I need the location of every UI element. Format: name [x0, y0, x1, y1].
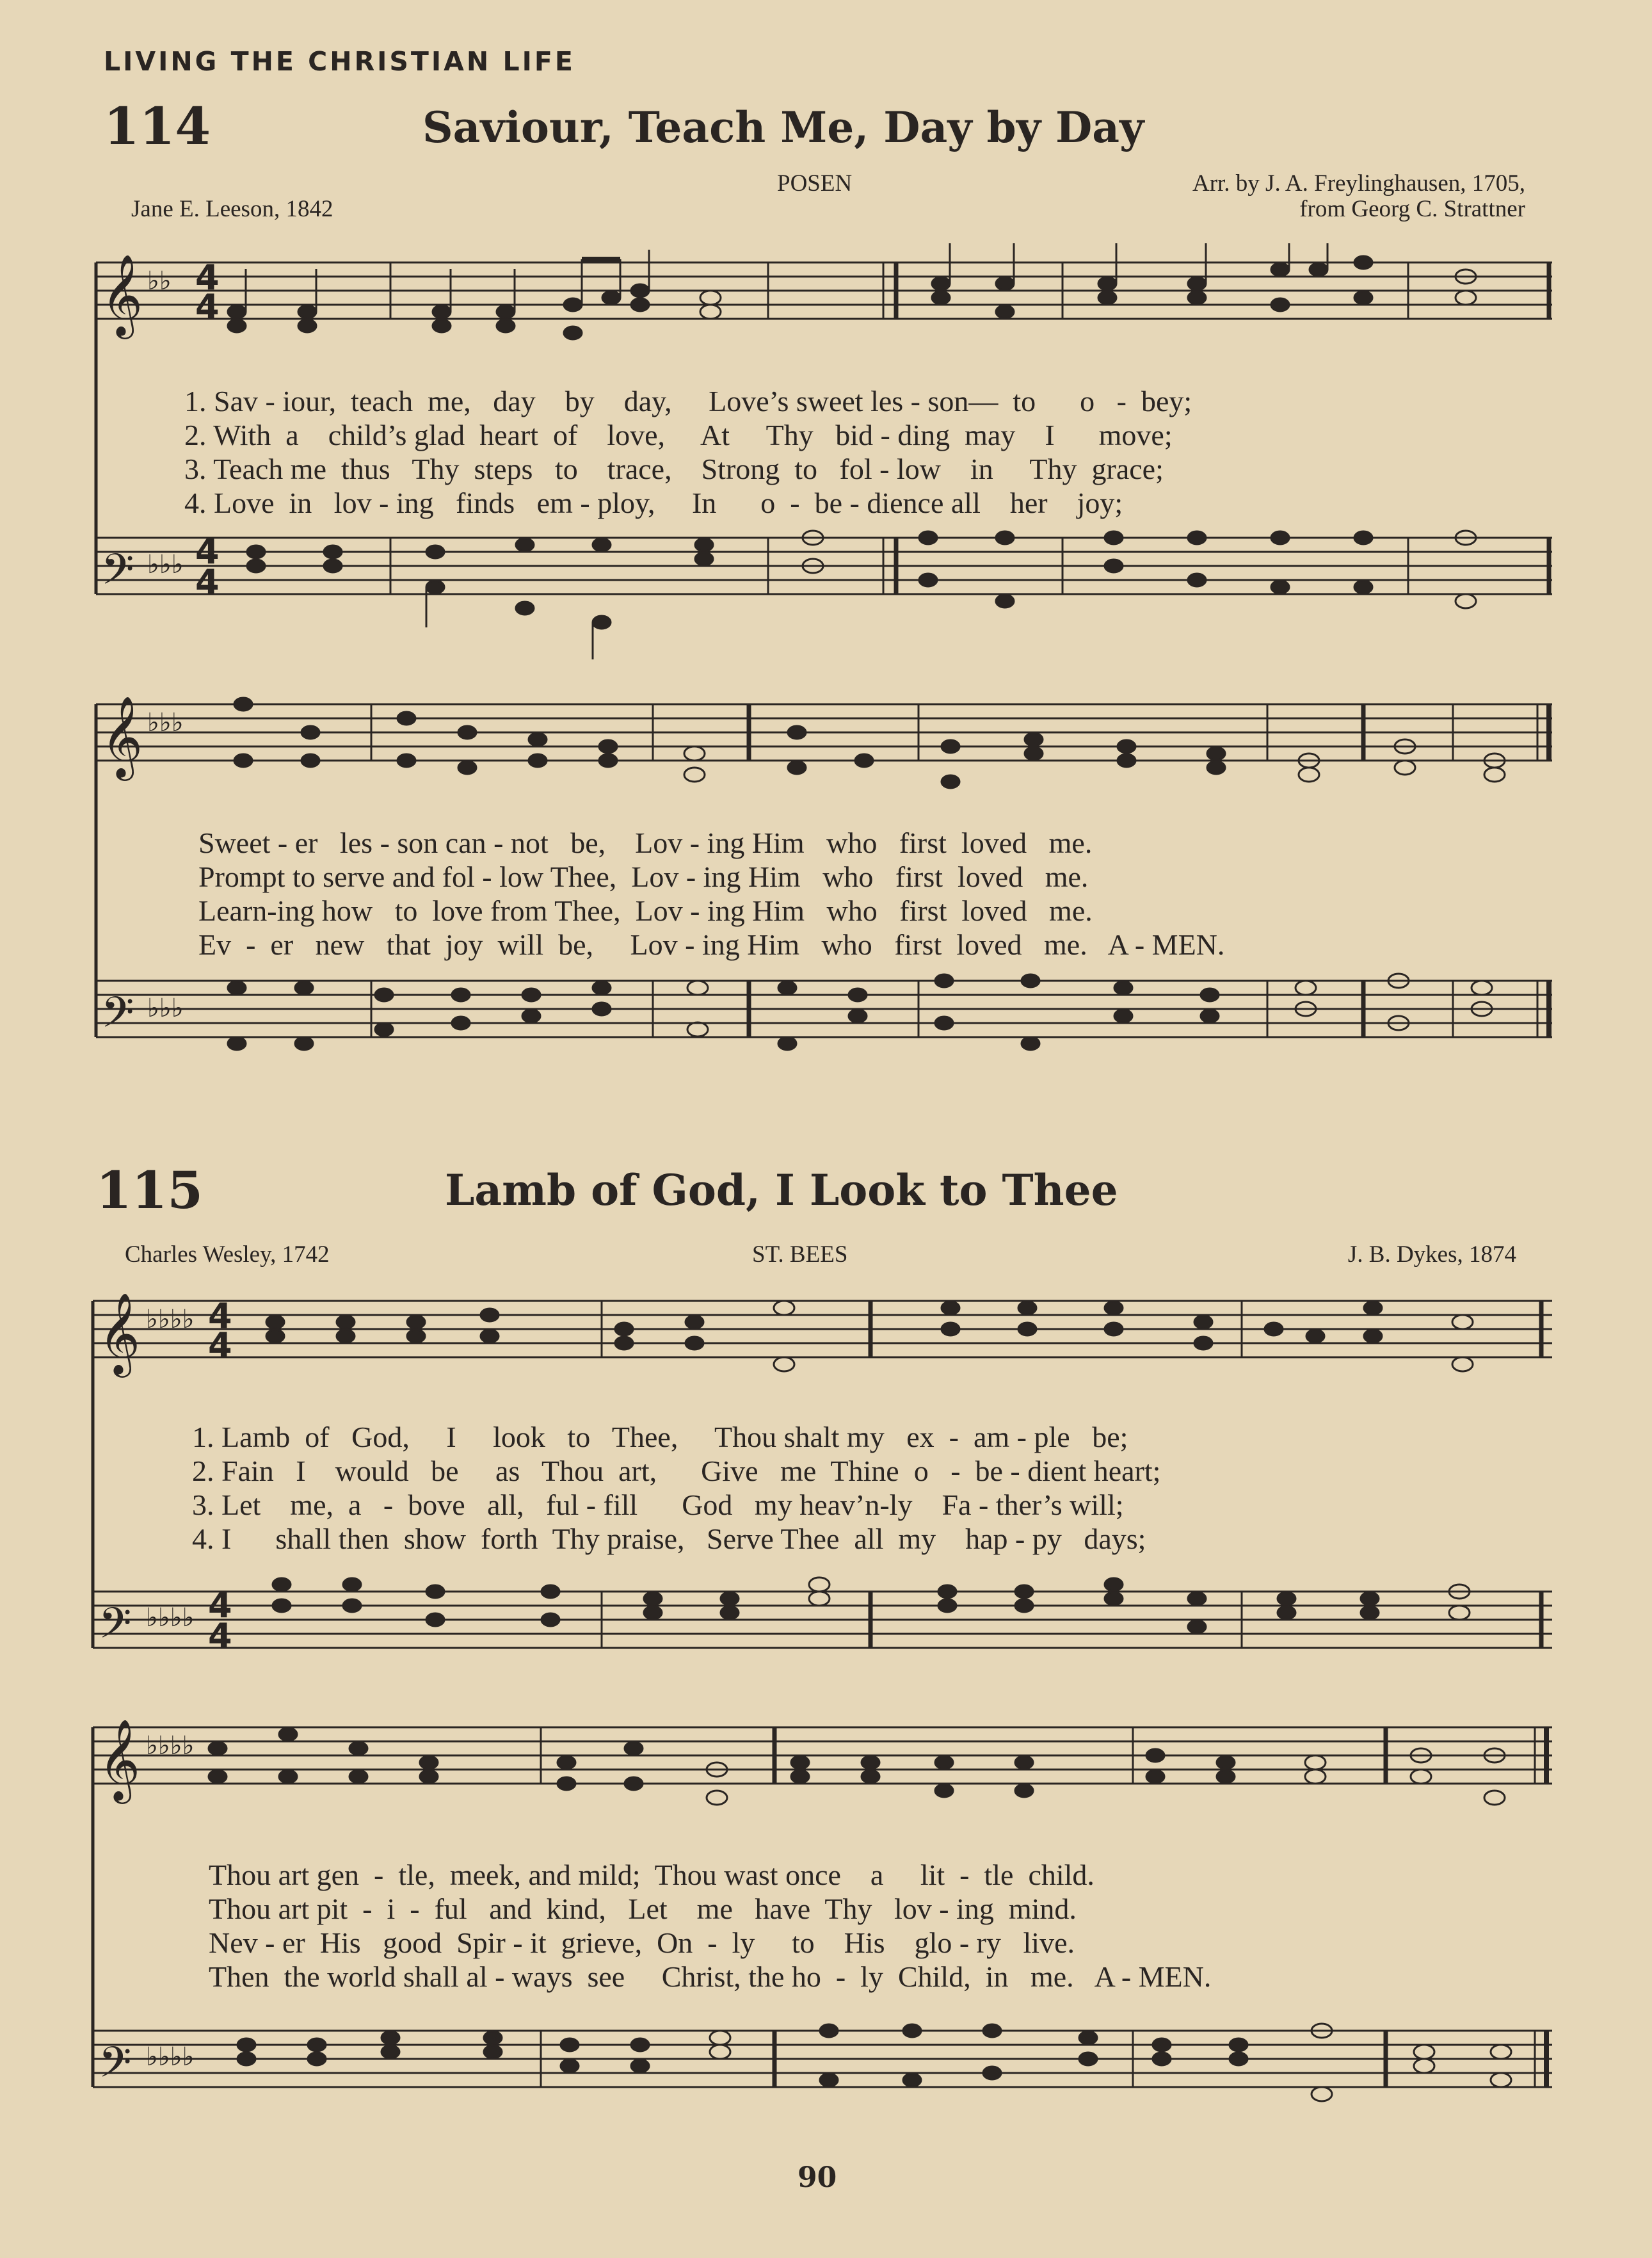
svg-text:4: 4: [208, 1325, 232, 1366]
svg-text:4: 4: [208, 1296, 232, 1336]
hymn-title: Lamb of God, I Look to Thee: [445, 1165, 1118, 1215]
lyric-verse-line: 1. Sav - iour, teach me, day by day, Love’s sweet les - son— to o - bey;: [184, 385, 1192, 417]
svg-text:𝄢: 𝄢: [99, 2038, 132, 2097]
svg-text:♭♭♭: ♭♭♭: [147, 708, 184, 738]
lyric-verse-line: 2. With a child’s glad heart of love, At Thy bid - ding may I move;: [184, 419, 1173, 451]
lyric-verse-line: 3. Teach me thus Thy steps to trace, Strong to fol - low in Thy grace;: [184, 453, 1164, 485]
lyric-verse-line: Thou art gen - tle, meek, and mild; Thou wast once a lit - tle child.: [209, 1859, 1095, 1891]
lyric-verse-line: Sweet - er les - son can - not be, Lov - ing Him who first loved me.: [198, 827, 1093, 859]
svg-text:♭♭♭: ♭♭♭: [147, 994, 184, 1023]
svg-text:𝄞: 𝄞: [99, 1718, 141, 1800]
svg-text:4: 4: [195, 257, 220, 298]
lyric-verse-line: 2. Fain I would be as Thou art, Give me Thine o - be - dient heart;: [192, 1455, 1161, 1487]
page-number: 90: [798, 2161, 837, 2194]
svg-text:4: 4: [195, 531, 220, 572]
lyric-verse-line: Then the world shall al - ways see Christ, the ho - ly Child, in me. A - MEN.: [209, 1960, 1212, 1993]
lyric-verse-line: 4. I shall then show forth Thy praise, Serve Thee all my hap - py days;: [192, 1522, 1146, 1555]
lyric-verse-line: Prompt to serve and fol - low Thee, Lov - ing Him who first loved me.: [198, 860, 1089, 893]
svg-text:𝄞: 𝄞: [101, 695, 143, 777]
author-credit: Charles Wesley, 1742: [125, 1241, 330, 1268]
svg-text:4: 4: [208, 1585, 232, 1625]
svg-text:4: 4: [195, 287, 220, 327]
lyric-verse-line: 1. Lamb of God, I look to Thee, Thou shalt my ex - am - ple be;: [192, 1421, 1128, 1453]
svg-text:𝄞: 𝄞: [99, 1292, 141, 1374]
svg-text:♭♭♭: ♭♭♭: [147, 550, 184, 579]
hymn-number: 115: [96, 1160, 203, 1220]
svg-text:♭♭♭♭: ♭♭♭♭: [146, 1603, 195, 1633]
author-credit: Jane E. Leeson, 1842: [131, 196, 333, 222]
svg-text:𝄢: 𝄢: [99, 1599, 132, 1658]
composer-credit: J. B. Dykes, 1874: [1347, 1241, 1516, 1268]
treble-clef-icon: 𝄞: [101, 254, 143, 335]
svg-text:♭♭♭♭: ♭♭♭♭: [146, 2042, 195, 2072]
hymn-title: Saviour, Teach Me, Day by Day: [422, 102, 1144, 152]
hymn-number: 114: [104, 96, 211, 156]
lyric-verse-line: 3. Let me, a - bove all, ful - fill God my heav’n-ly Fa - ther’s will;: [192, 1488, 1124, 1521]
svg-text:𝄢: 𝄢: [101, 988, 134, 1047]
tune-name: POSEN: [777, 170, 853, 197]
svg-text:♭♭♭♭: ♭♭♭♭: [146, 1731, 195, 1761]
svg-text:4: 4: [208, 1616, 232, 1656]
lyric-verse-line: 4. Love in lov - ing finds em - ploy, In o - be - dience all her joy;: [184, 487, 1123, 519]
tune-name: ST. BEES: [752, 1241, 848, 1268]
bass-clef-icon: 𝄢: [101, 545, 134, 604]
lyric-verse-line: Thou art pit - i - ful and kind, Let me have Thy lov - ing mind.: [209, 1892, 1077, 1925]
svg-text:♭♭♭♭: ♭♭♭♭: [146, 1305, 195, 1334]
composer-credit-source: from Georg C. Strattner: [1299, 196, 1525, 222]
section-header: LIVING THE CHRISTIAN LIFE: [104, 46, 575, 77]
lyric-verse-line: Learn-ing how to love from Thee, Lov - ing Him who first loved me.: [198, 894, 1093, 927]
composer-credit: Arr. by J. A. Freylinghausen, 1705,: [1192, 170, 1525, 197]
svg-text:4: 4: [195, 562, 220, 602]
svg-text:♭♭: ♭♭: [147, 266, 172, 296]
lyric-verse-line: Nev - er His good Spir - it grieve, On - ly to His glo - ry live.: [209, 1926, 1075, 1959]
lyric-verse-line: Ev - er new that joy will be, Lov - ing Him who first loved me. A - MEN.: [198, 928, 1225, 961]
